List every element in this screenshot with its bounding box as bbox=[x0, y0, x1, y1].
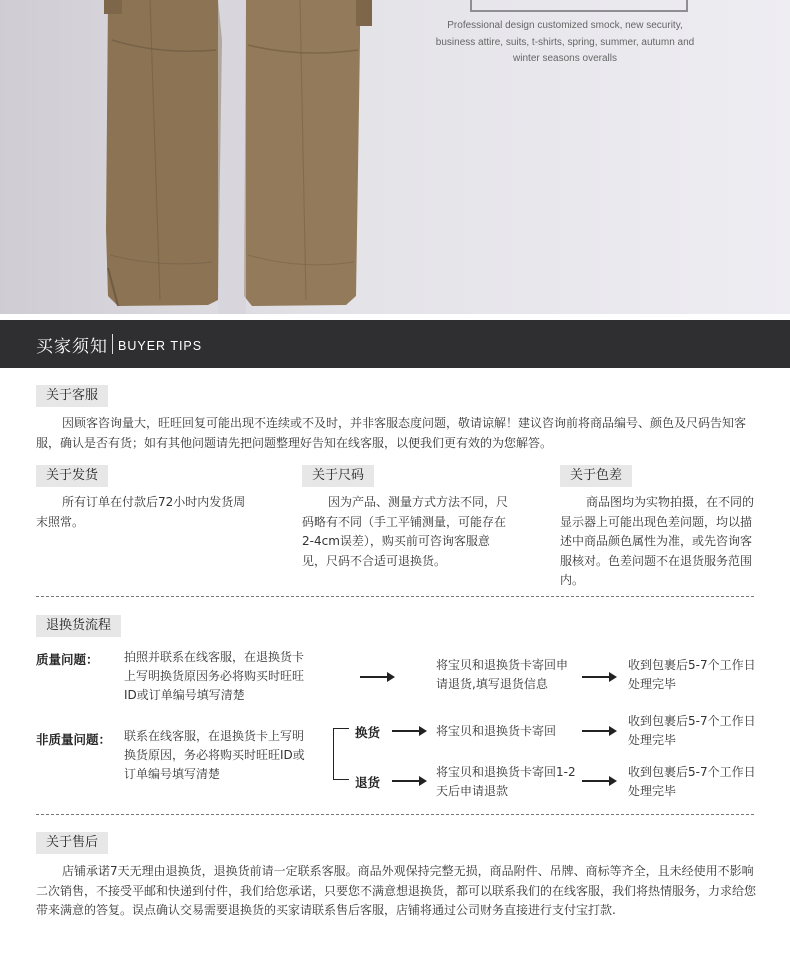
buyer-tips-header bbox=[0, 320, 790, 368]
branch-bracket bbox=[333, 728, 349, 780]
divider-bottom bbox=[36, 814, 754, 815]
shipping-tag: 关于发货 bbox=[36, 465, 108, 487]
exchange-step-text: 将宝贝和退换货卡寄回 bbox=[436, 724, 557, 738]
returns-tag: 退换货流程 bbox=[36, 615, 121, 637]
hero-caption: Professional design customized smock, new security, business attire, suits, t-shirts, spring, summer, autumn and winter seasons overalls bbox=[435, 20, 695, 64]
exchange-result-text: 收到包裹后5-7个工作日处理完毕 bbox=[628, 714, 756, 747]
sizing-text: 因为产品、测量方式方法不同，尺码略有不同（手工平铺测量，可能存在2-4cm误差），购买前可咨询客服意见，尺码不合适可退换货。 bbox=[302, 495, 509, 568]
non-quality-issue-label: 非质量问题： bbox=[36, 732, 112, 747]
refund-arrow-1 bbox=[392, 776, 426, 786]
tips-title-cn: 买家须知 bbox=[36, 336, 108, 357]
shipping-text: 所有订单在付款后72小时内发货周末照常。 bbox=[36, 495, 246, 529]
refund-arrow-2 bbox=[582, 776, 616, 786]
quality-arrow-1 bbox=[360, 672, 394, 682]
caption-frame bbox=[470, 0, 688, 12]
refund-result-text: 收到包裹后5-7个工作日处理完毕 bbox=[628, 765, 756, 798]
refund-label: 退货 bbox=[355, 775, 381, 790]
customer-service-text: 因顾客咨询量大，旺旺回复可能出现不连续或不及时，并非客服态度问题，敬请谅解！建议咨询前将商品编号、颜色及尺码告知客服，确认是否有货；如有其他问题请先把问题整理好告知在线客服，以便我们更有效的为您解答。 bbox=[36, 416, 747, 450]
refund-step-text: 将宝贝和退换货卡寄回1-2天后申请退款 bbox=[436, 765, 576, 798]
product-hero bbox=[0, 0, 790, 314]
quality-arrow-2 bbox=[582, 672, 616, 682]
exchange-label: 换货 bbox=[355, 725, 381, 740]
sizing-tag: 关于尺码 bbox=[302, 465, 374, 487]
exchange-arrow-2 bbox=[582, 726, 616, 736]
quality-issue-label: 质量问题： bbox=[36, 652, 99, 667]
after-sales-text: 店铺承诺7天无理由退换货，退换货前请一定联系客服。商品外观保持完整无损，商品附件、吊牌、商标等齐全，且未经使用不影响二次销售，不接受平邮和快递到付件，我们给您承诺，只要您不满意想退换货，都可以联系我们的在线客服，我们将热情服务，力求给您带来满意的答复。误点确认交易需要退换货的买家请联系售后客服，店铺将通过公司财务直接进行支付宝打款. bbox=[36, 864, 757, 917]
title-divider bbox=[112, 334, 113, 354]
non-quality-issue-text: 联系在线客服，在退换货卡上写明换货原因，务必将购买时旺旺ID或订单编号填写清楚 bbox=[124, 729, 305, 781]
exchange-arrow-1 bbox=[392, 726, 426, 736]
cargo-pants-photo bbox=[0, 0, 430, 314]
quality-step3-text: 收到包裹后5-7个工作日处理完毕 bbox=[628, 658, 756, 691]
customer-service-tag: 关于客服 bbox=[36, 385, 108, 407]
quality-issue-text: 拍照并联系在线客服，在退换货卡上写明换货原因务必将购买时旺旺ID或订单编号填写清楚 bbox=[124, 650, 305, 702]
tips-title-en: BUYER TIPS bbox=[118, 339, 203, 353]
quality-step2-text: 将宝贝和退换货卡寄回申请退货,填写退货信息 bbox=[436, 658, 569, 691]
color-tag: 关于色差 bbox=[560, 465, 632, 487]
divider-top bbox=[36, 596, 754, 597]
color-text: 商品图均为实物拍摄，在不同的显示器上可能出现色差问题，均以描述中商品颜色属性为准，或先咨询客服核对。色差问题不在退货服务范围内。 bbox=[560, 495, 755, 587]
after-sales-tag: 关于售后 bbox=[36, 832, 108, 854]
